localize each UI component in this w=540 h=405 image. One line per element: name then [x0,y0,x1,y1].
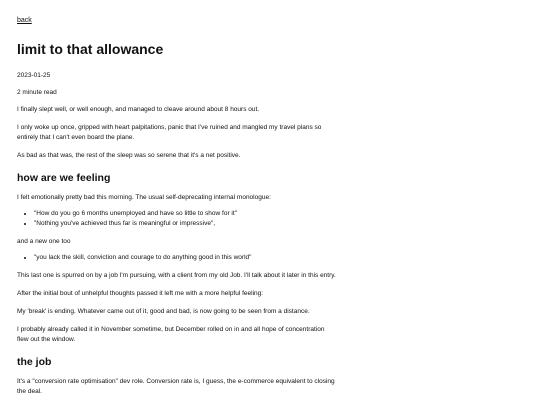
new-thought-list [17,253,523,263]
feeling-paragraph-2: and a new one too [17,238,71,245]
list-item: • "How do you go 6 months unemployed and have so little to show for it" [34,209,523,219]
post-date: 2023-01-25 [17,72,51,79]
section-heading-feeling: how are we feeling [17,172,111,184]
feeling-paragraph-1: I felt emotionally pretty bad this morning. The usual self-deprecating internal monologue: [17,194,271,201]
section-heading-job: the job [17,356,52,368]
monologue-list [17,209,523,229]
post-title: limit to that allowance [17,41,164,57]
job-paragraph-1: It's a "conversion rate optimisation" dev role. Conversion rate is, I guess, the e-commerce equivalent to closing the deal. [17,378,335,395]
feeling-paragraph-3: This last one is spurred on by a job I'm pursuing, with a client from my old Job. I'll talk about it later in this entry. [17,272,336,279]
list-item: • "you lack the skill, conviction and courage to do anything good in this world" [34,253,523,263]
back-link[interactable]: back [17,17,32,24]
feeling-paragraph-5: My 'break' is ending. Whatever came out of it, good and bad, is now going to be seen from a distance. [17,308,310,315]
intro-paragraph-2: I only woke up once, gripped with heart palpitations, panic that I've ruined and mangled my travel plans so entirely that I can't even board the plane. [17,124,322,141]
intro-paragraph-3: As bad as that was, the rest of the sleep was so serene that it's a net positive. [17,152,241,159]
list-item: • "Nothing you've achieved thus far is meaningful or impressive", [34,219,523,229]
read-time: 2 minute read [17,89,57,96]
intro-paragraph-1: I finally slept well, or well enough, and managed to cleave around about 8 hours out. [17,106,260,113]
feeling-paragraph-6: I probably already called it in November sometime, but December rolled on in and all hope of concentration flew out the window. [17,326,325,343]
feeling-paragraph-4: After the initial bout of unhelpful thoughts passed it left me with a more helpful feeling: [17,290,264,297]
